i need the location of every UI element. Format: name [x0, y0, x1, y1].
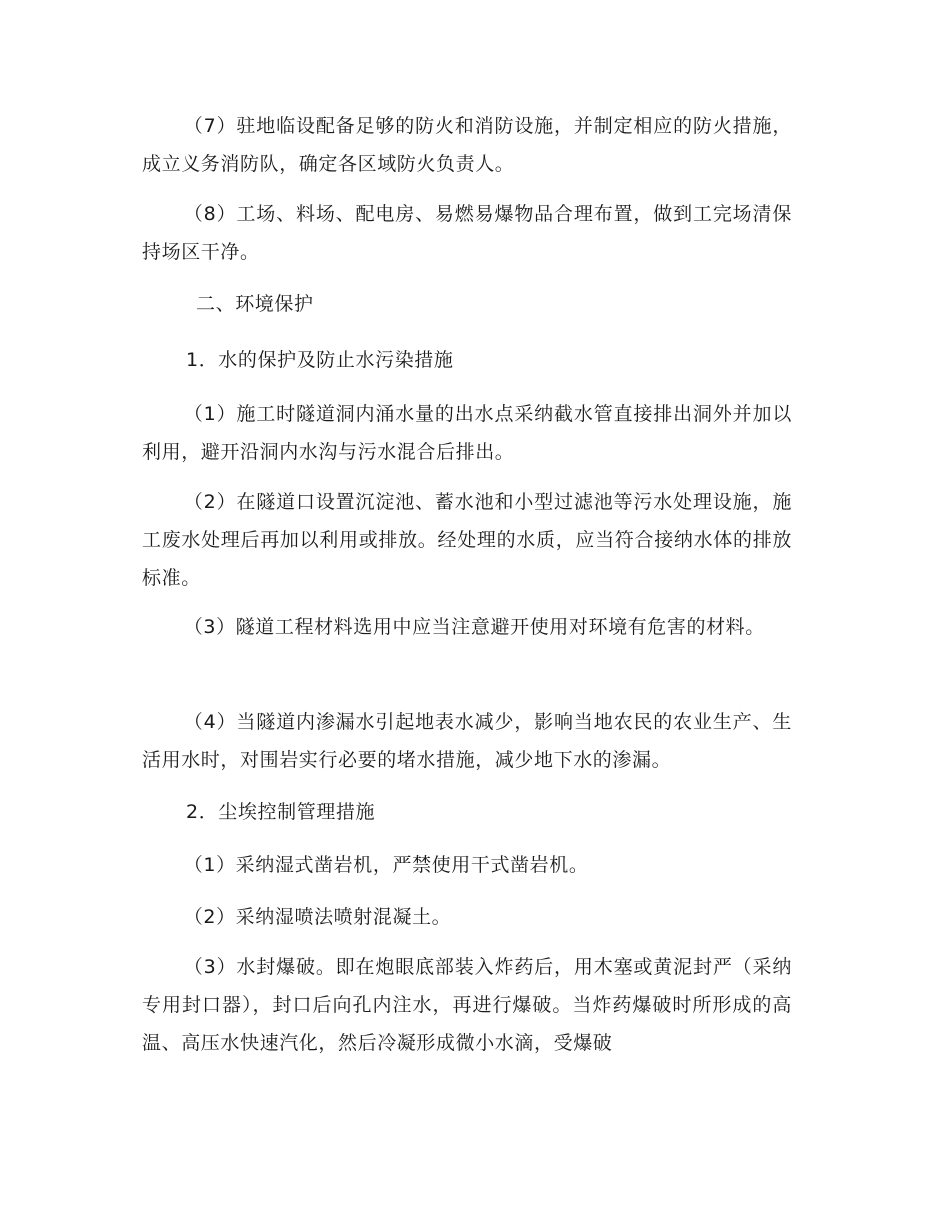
- paragraph-dust-item-3: （3）水封爆破。即在炮眼底部装入炸药后，用木塞或黄泥封严（采纳专用封口器），封口后向孔内注水，再进行爆破。当炸药爆破时所形成的高温、高压水快速汽化，然后冷凝形成微小水滴，受爆破: [142, 956, 792, 1054]
- paragraph-water-item-4: （4）当隧道内渗漏水引起地表水减少，影响当地农民的农业生产、生活用水时，对围岩实行必要的堵水措施，减少地下水的渗漏。: [142, 711, 792, 771]
- paragraph-fire-facilities: （7）驻地临设配备足够的防火和消防设施，并制定相应的防火措施，成立义务消防队，确定各区域防火负责人。: [142, 115, 792, 175]
- paragraph-dust-item-2: （2）采纳湿喷法喷射混凝土。: [183, 906, 452, 928]
- section-heading-environment: 二、环境保护: [196, 293, 314, 315]
- paragraph-water-item-2: （2）在隧道口设置沉淀池、蓄水池和小型过滤池等污水处理设施，施工废水处理后再加以利用或排放。经处理的水质，应当符合接纳水体的排放标准。: [142, 491, 792, 589]
- subheading-water-protection: 1．水的保护及防止水污染措施: [186, 349, 454, 371]
- paragraph-water-item-1: （1）施工时隧道洞内涌水量的出水点采纳截水管直接排出洞外并加以利用，避开沿洞内水沟与污水混合后排出。: [142, 403, 792, 463]
- subheading-dust-control: 2．尘埃控制管理措施: [186, 801, 376, 823]
- paragraph-water-item-3: （3）隧道工程材料选用中应当注意避开使用对环境有危害的材料。: [183, 616, 765, 638]
- paragraph-site-layout: （8）工场、料场、配电房、易燃易爆物品合理布置，做到工完场清保持场区干净。: [142, 203, 792, 263]
- paragraph-dust-item-1: （1）采纳湿式凿岩机，严禁使用干式凿岩机。: [183, 854, 589, 876]
